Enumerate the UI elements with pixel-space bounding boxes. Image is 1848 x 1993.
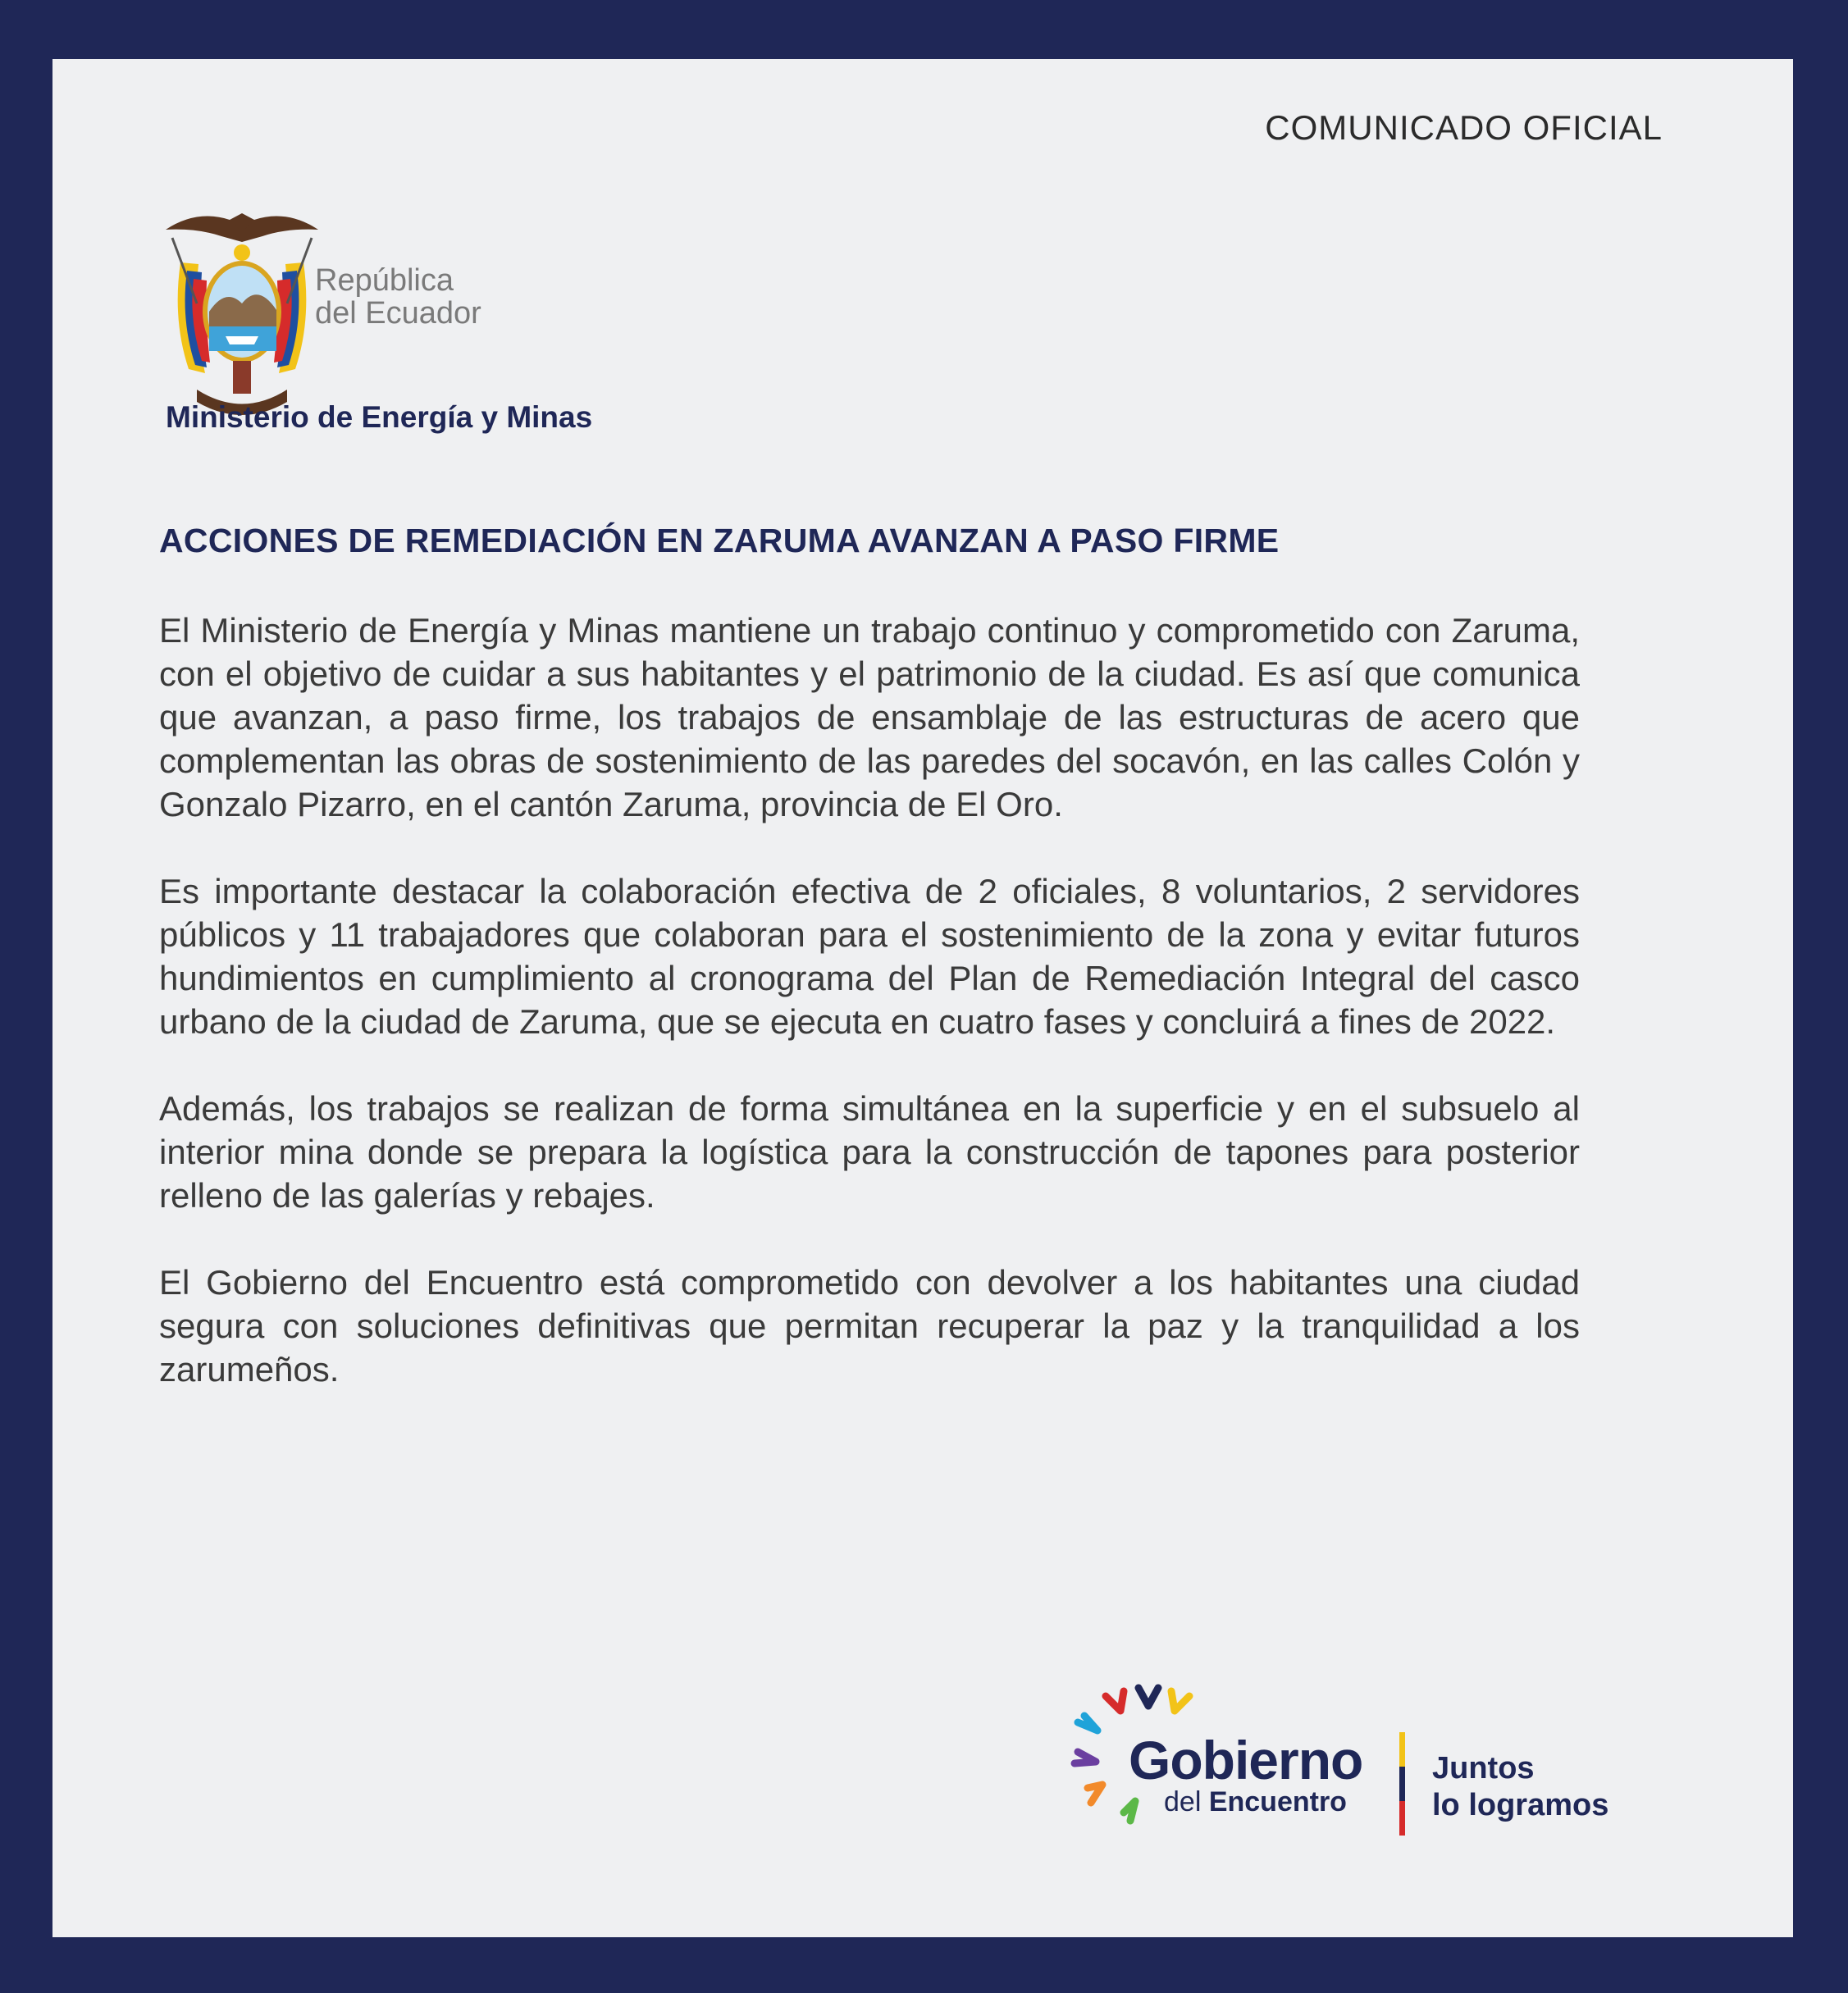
brand-sub [1164, 1786, 1347, 1818]
tricolor-divider [1399, 1732, 1405, 1837]
paragraph: Además, los trabajos se realizan de forma simultánea en la superficie y en el subsuelo al interior mina donde se prepara la logística para la construcción de tapones para posterior relleno de las galerías y rebajes. [159, 1089, 1580, 1215]
brand-main: Gobierno [1129, 1730, 1363, 1790]
tagline-line-2: lo logramos [1432, 1788, 1609, 1822]
paragraph: Es importante destacar la colaboración efectiva de 2 oficiales, 8 voluntarios, 2 servidores públicos y 11 trabajadores que colaboran para el sostenimiento de la zona y evitar futuros hundimientos en cumplimiento al cronograma del Plan de Remediación Integral del casco urbano de la ciudad de Zaruma, que se ejecuta en cuatro fases y concluirá a fines de 2022. [159, 872, 1580, 1041]
paragraph: El Gobierno del Encuentro está comprometido con devolver a los habitantes una ciudad segura con soluciones definitivas que permitan recuperar la paz y la tranquilidad a los zarumeños. [159, 1263, 1580, 1389]
country-line-2: del Ecuador [315, 296, 481, 331]
tagline-line-1: Juntos [1432, 1751, 1535, 1785]
tagline [1432, 1750, 1608, 1824]
country-line-1: República [315, 263, 454, 298]
paragraph: El Ministerio de Energía y Minas mantiene un trabajo continuo y comprometido con Zaruma, con el objetivo de cuidar a sus habitantes y el patrimonio de la ciudad. Es así que comunica que avanzan, a paso firme, los trabajos de ensamblaje de las estructuras de acero que complementan las obras de sostenimiento de las paredes del socavón, en las calles Colón y Gonzalo Pizarro, en el cantón Zaruma, provincia de El Oro. [159, 611, 1580, 823]
article-headline: ACCIONES DE REMEDIACIÓN EN ZARUMA AVANZAN A PASO FIRME [159, 522, 1280, 559]
document-type-label: COMUNICADO OFICIAL [1265, 108, 1663, 147]
brand-sub-light: del [1164, 1786, 1202, 1817]
ministry-name: Ministerio de Energía y Minas [166, 400, 593, 434]
article-body [159, 609, 1580, 1434]
brand-sub-bold: Encuentro [1208, 1786, 1347, 1817]
country-name [315, 264, 481, 330]
